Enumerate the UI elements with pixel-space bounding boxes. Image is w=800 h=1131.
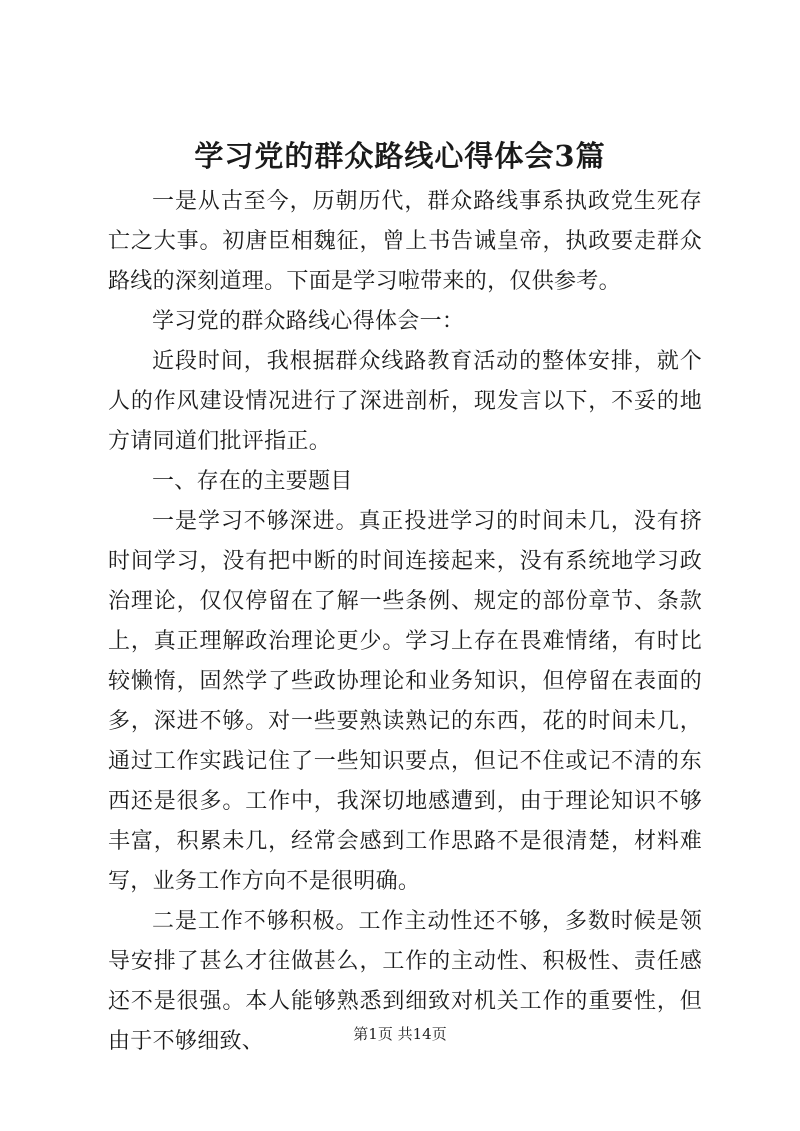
section-heading-problems: 一、存在的主要题目 — [152, 469, 353, 494]
document-body — [108, 182, 702, 1062]
problem-two-paragraph: 二是工作不够积极。工作主动性还不够，多数时候是领导安排了甚么才往做甚么，工作的主动性、积极性、责任感还不是很强。本人能够熟悉到细致对机关工作的重要性，但由于不够细致、 — [108, 909, 702, 1054]
section-heading-part-one: 学习党的群众路线心得体会一： — [152, 309, 465, 334]
document-title: 学习党的群众路线心得体会3篇 — [194, 139, 606, 173]
problem-one-paragraph: 一是学习不够深进。真正投进学习的时间未几，没有挤时间学习，没有把中断的时间连接起来，没有系统地学习政治理论，仅仅停留在了解一些条例、规定的部份章节、条款上，真正理解政治理论更少。学习上存在畏难情绪，有时比较懒惰，固然学了些政协理论和业务知识，但停留在表面的多，深进不够。对一些要熟读熟记的东西，花的时间未几，通过工作实践记住了一些知识要点，但记不住或记不清的东西还是很多。工作中，我深切地感遭到，由于理论知识不够丰富，积累未几，经常会感到工作思路不是很清楚，材料难写，业务工作方向不是很明确。 — [108, 509, 702, 894]
opening-paragraph: 近段时间，我根据群众线路教育活动的整体安排，就个人的作风建设情况进行了深进剖析，现发言以下，不妥的地方请同道们批评指正。 — [108, 349, 702, 454]
page-number-footer: 第1页 共14页 — [353, 1025, 447, 1043]
intro-paragraph: 一是从古至今，历朝历代，群众路线事系执政党生死存亡之大事。初唐臣相魏征，曾上书告诫皇帝，执政要走群众路线的深刻道理。下面是学习啦带来的，仅供参考。 — [108, 189, 702, 294]
